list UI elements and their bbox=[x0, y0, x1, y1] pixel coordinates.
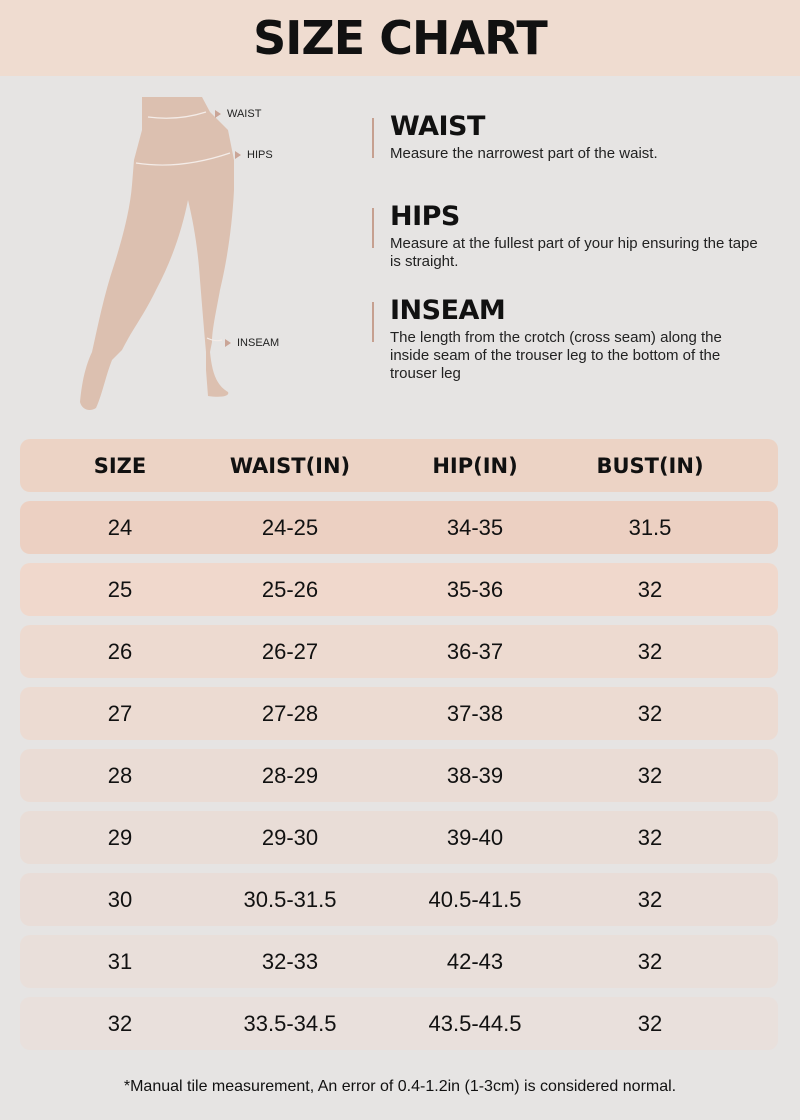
cell-size: 26 bbox=[107, 638, 133, 664]
header-bust: BUST(IN) bbox=[596, 453, 704, 478]
divider bbox=[372, 302, 374, 342]
measure-text: Measure the narrowest part of the waist. bbox=[390, 145, 658, 162]
cell-waist: 28-29 bbox=[261, 762, 319, 788]
header-banner bbox=[0, 0, 800, 76]
measure-heading: WAIST bbox=[390, 111, 485, 142]
measure-text: The length from the crotch (cross seam) along the inside seam of the trouser leg to the bottom of the trouser leg bbox=[390, 329, 722, 382]
page-title: SIZE CHART bbox=[253, 11, 547, 65]
cell-hip: 42-43 bbox=[446, 948, 504, 974]
cell-size: 30 bbox=[107, 886, 133, 912]
footnote: *Manual tile measurement, An error of 0.4-1.2in (1-3cm) is considered normal. bbox=[123, 1078, 677, 1095]
header-size: SIZE bbox=[93, 453, 147, 478]
body-figure bbox=[60, 90, 320, 420]
cell-hip: 35-36 bbox=[446, 576, 504, 602]
table-row bbox=[20, 501, 778, 554]
cell-waist: 25-26 bbox=[261, 576, 319, 602]
cell-size: 28 bbox=[107, 762, 133, 788]
cell-bust: 31.5 bbox=[628, 514, 672, 540]
cell-hip: 34-35 bbox=[446, 514, 504, 540]
cell-waist: 33.5-34.5 bbox=[243, 1010, 337, 1036]
table-row bbox=[20, 625, 778, 678]
figure-label-hips: HIPS bbox=[235, 149, 273, 161]
header-hip: HIP(IN) bbox=[432, 453, 518, 478]
table-row bbox=[20, 997, 778, 1050]
cell-size: 29 bbox=[107, 824, 133, 850]
pointer-arrow-icon bbox=[235, 151, 241, 159]
legs-silhouette-icon bbox=[60, 90, 320, 420]
measure-hips bbox=[372, 202, 762, 271]
cell-bust: 32 bbox=[637, 824, 663, 850]
measure-waist bbox=[372, 112, 762, 163]
measure-inseam bbox=[372, 296, 762, 383]
cell-bust: 32 bbox=[637, 948, 663, 974]
cell-bust: 32 bbox=[637, 886, 663, 912]
cell-bust: 32 bbox=[637, 700, 663, 726]
figure-label-inseam: INSEAM bbox=[225, 337, 279, 349]
table-row bbox=[20, 563, 778, 616]
cell-waist: 27-28 bbox=[261, 700, 319, 726]
cell-hip: 43.5-44.5 bbox=[428, 1010, 522, 1036]
table-header bbox=[20, 439, 778, 492]
cell-size: 24 bbox=[107, 514, 133, 540]
cell-size: 32 bbox=[107, 1010, 133, 1036]
divider bbox=[372, 118, 374, 158]
cell-waist: 32-33 bbox=[261, 948, 319, 974]
cell-bust: 32 bbox=[637, 762, 663, 788]
cell-waist: 30.5-31.5 bbox=[243, 886, 337, 912]
cell-size: 27 bbox=[107, 700, 133, 726]
table-row bbox=[20, 873, 778, 926]
cell-waist: 29-30 bbox=[261, 824, 319, 850]
cell-hip: 37-38 bbox=[446, 700, 504, 726]
divider bbox=[372, 208, 374, 248]
cell-hip: 38-39 bbox=[446, 762, 504, 788]
measure-heading: INSEAM bbox=[390, 295, 506, 326]
cell-hip: 39-40 bbox=[446, 824, 504, 850]
cell-size: 31 bbox=[107, 948, 133, 974]
table-row bbox=[20, 749, 778, 802]
pointer-arrow-icon bbox=[225, 339, 231, 347]
header-waist: WAIST(IN) bbox=[229, 453, 351, 478]
table-row bbox=[20, 935, 778, 988]
measure-heading: HIPS bbox=[390, 201, 460, 232]
cell-waist: 24-25 bbox=[261, 514, 319, 540]
table-row bbox=[20, 811, 778, 864]
cell-waist: 26-27 bbox=[261, 638, 319, 664]
cell-hip: 36-37 bbox=[446, 638, 504, 664]
cell-bust: 32 bbox=[637, 1010, 663, 1036]
cell-bust: 32 bbox=[637, 638, 663, 664]
figure-label-waist: WAIST bbox=[215, 108, 261, 120]
cell-bust: 32 bbox=[637, 576, 663, 602]
table-row bbox=[20, 687, 778, 740]
measure-text: Measure at the fullest part of your hip ensuring the tape is straight. bbox=[390, 235, 758, 270]
cell-hip: 40.5-41.5 bbox=[428, 886, 522, 912]
pointer-arrow-icon bbox=[215, 110, 221, 118]
cell-size: 25 bbox=[107, 576, 133, 602]
